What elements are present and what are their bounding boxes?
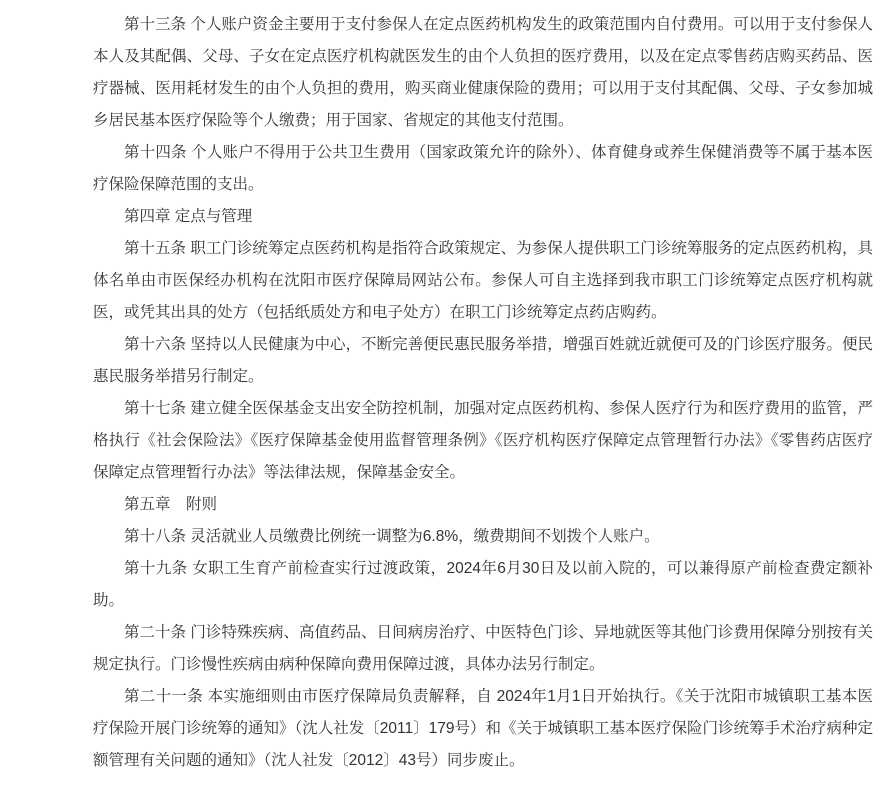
- article-13-paragraph: 第十三条 个人账户资金主要用于支付参保人在定点医药机构发生的政策范围内自付费用。可以用于支付参保人本人及其配偶、父母、子女在定点医疗机构就医发生的由个人负担的医疗费用，以及在定点零售药店购买药品、医疗器械、医用耗材发生的由个人负担的费用，购买商业健康保险的费用；可以用于支付其配偶、父母、子女参加城乡居民基本医疗保险等个人缴费；用于国家、省规定的其他支付范围。: [93, 16, 873, 129]
- article-17-paragraph: 第十七条 建立健全医保基金支出安全防控机制，加强对定点医药机构、参保人医疗行为和医疗费用的监管，严格执行《社会保险法》《医疗保障基金使用监督管理条例》《医疗机构医疗保障定点管理暂行办法》《零售药店医疗保障定点管理暂行办法》等法律法规，保障基金安全。: [93, 400, 873, 481]
- article-16-paragraph: 第十六条 坚持以人民健康为中心，不断完善便民惠民服务举措，增强百姓就近就便可及的门诊医疗服务。便民惠民服务举措另行制定。: [93, 336, 873, 385]
- chapter-4-heading: 第四章 定点与管理: [124, 208, 253, 225]
- article-18-paragraph: 第十八条 灵活就业人员缴费比例统一调整为6.8%，缴费期间不划拨个人账户。: [124, 528, 660, 545]
- article-19-paragraph: 第十九条 女职工生育产前检查实行过渡政策，2024年6月30日及以前入院的，可以兼得原产前检查费定额补助。: [93, 560, 873, 609]
- article-14-paragraph: 第十四条 个人账户不得用于公共卫生费用（国家政策允许的除外）、体育健身或养生保健消费等不属于基本医疗保险保障范围的支出。: [93, 144, 873, 193]
- chapter-5-heading: 第五章 附则: [124, 496, 218, 513]
- article-21-paragraph: 第二十一条 本实施细则由市医疗保障局负责解释，自 2024年1月1日开始执行。《关于沈阳市城镇职工基本医疗保险开展门诊统筹的通知》（沈人社发〔2011〕179号）和《关于城镇职工基本医疗保险门诊统筹手术治疗病种定额管理有关问题的通知》（沈人社发〔2012〕43号）同步废止。: [93, 688, 873, 769]
- article-15-paragraph: 第十五条 职工门诊统筹定点医药机构是指符合政策规定、为参保人提供职工门诊统筹服务的定点医药机构，具体名单由市医保经办机构在沈阳市医疗保障局网站公布。参保人可自主选择到我市职工门诊统筹定点医疗机构就医，或凭其出具的处方（包括纸质处方和电子处方）在职工门诊统筹定点药店购药。: [93, 240, 873, 321]
- article-20-paragraph: 第二十条 门诊特殊疾病、高值药品、日间病房治疗、中医特色门诊、异地就医等其他门诊费用保障分别按有关规定执行。门诊慢性疾病由病种保障向费用保障过渡，具体办法另行制定。: [93, 624, 873, 673]
- document-body: [93, 0, 873, 777]
